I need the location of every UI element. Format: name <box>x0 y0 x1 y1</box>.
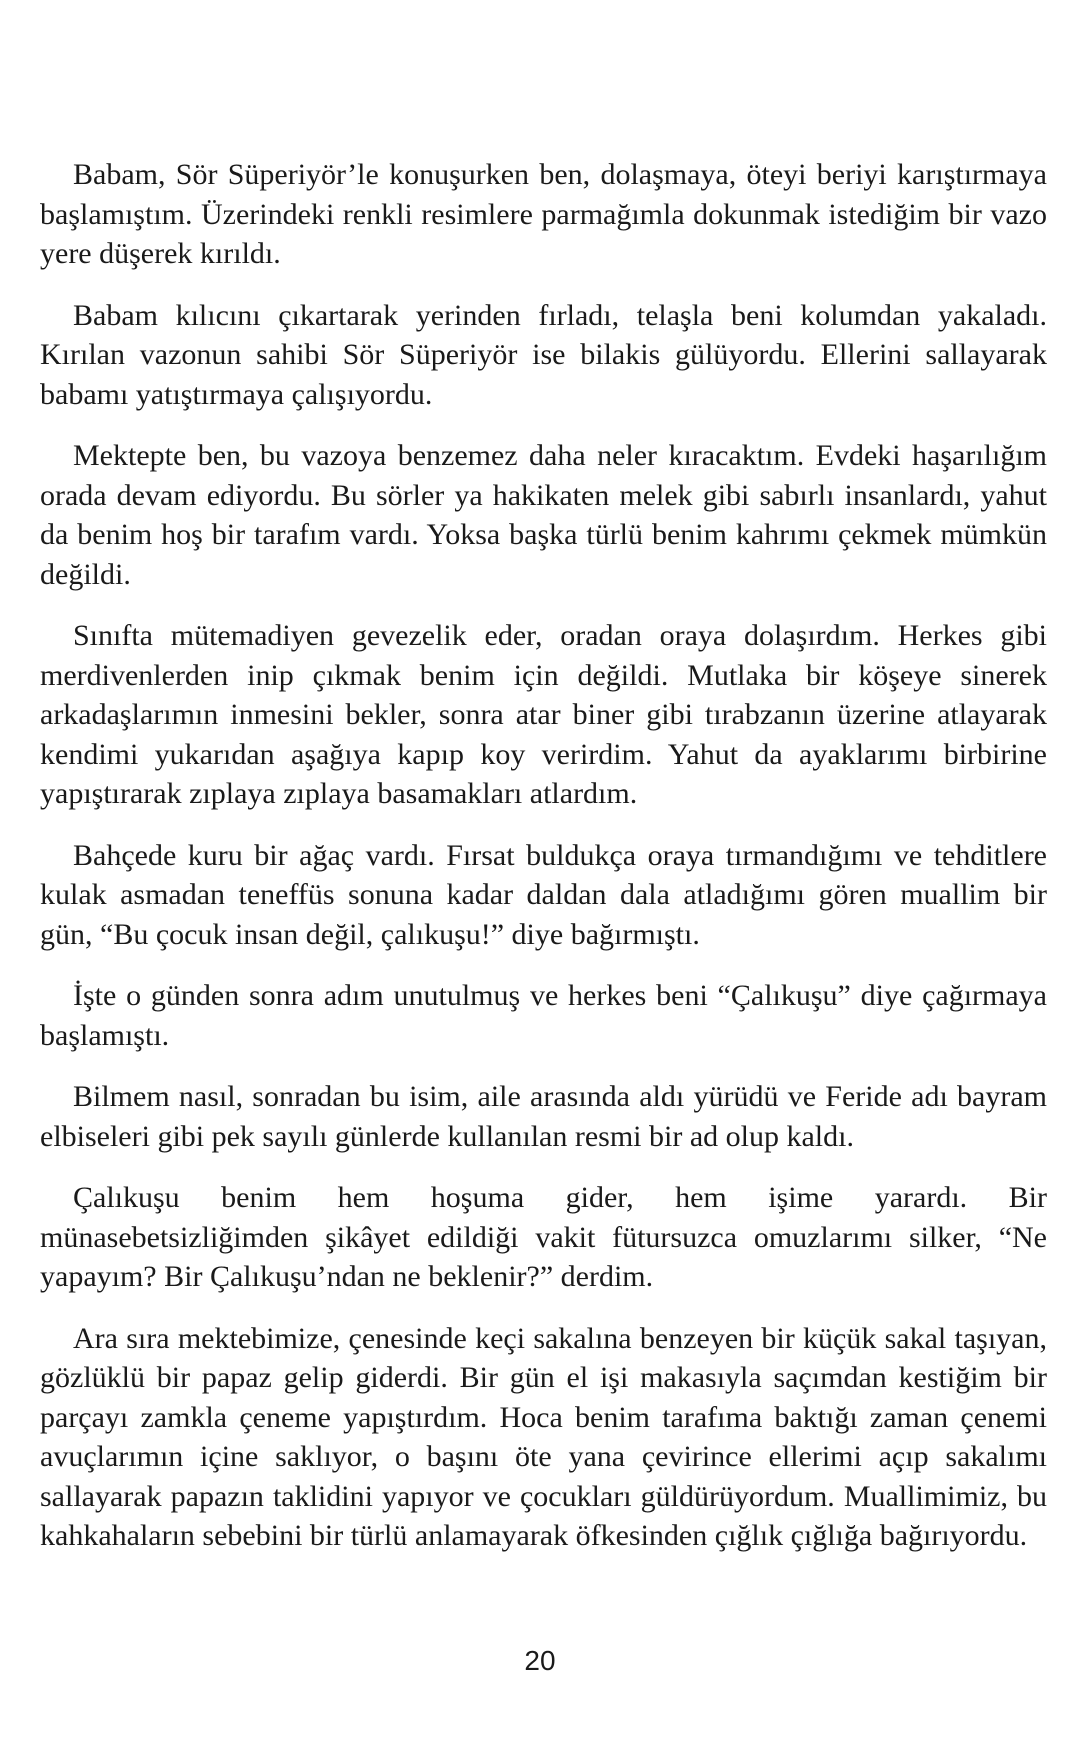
paragraph-2: Babam kılıcını çıkartarak yerinden fırladı, telaşla beni kolumdan yakaladı. Kırılan vazonun sahibi Sör Süperiyör ise bilakis gülüyordu. Ellerini sallayarak babamı yatıştırmaya çalışıyordu. <box>40 298 1047 411</box>
paragraph-1: Babam, Sör Süperiyör’le konuşurken ben, dolaşmaya, öteyi beriyi karıştırmaya başlamıştım. Üzerindeki renkli resimlere parmağımla dokunmak istediğim bir vazo yere düşerek kırıldı. <box>40 158 1047 270</box>
page-number: 20 <box>524 1645 556 1676</box>
paragraph-9: Ara sıra mektebimize, çenesinde keçi sakalına benzeyen bir küçük sakal taşıyan, gözlüklü bir papaz gelip giderdi. Bir gün el işi makasıyla saçımdan kestiğim bir parçayı zamkla çeneme yapıştırdım. Hoca benim tarafıma baktığı zaman çenemi avuçlarımın içine saklıyor, o başını öte yana çevirince ellerimi açıp sakalımı sallayarak papazın taklidini yapıyor ve çocukları güldürüyordum. Muallimimiz, bu kahkahaların sebebini bir türlü anlamayarak öfkesinden çığlık çığlığa bağırıyordu. <box>40 1321 1047 1552</box>
paragraph-5: Bahçede kuru bir ağaç vardı. Fırsat buldukça oraya tırmandığımı ve tehditlere kulak asmadan teneffüs sonuna kadar daldan dala atladığımı gören muallim bir gün, “Bu çocuk insan değil, çalıkuşu!” diye bağırmıştı. <box>40 838 1047 951</box>
paragraph-6: İşte o günden sonra adım unutulmuş ve herkes beni “Çalıkuşu” diye çağırmaya başlamıştı. <box>40 979 1047 1052</box>
page-body <box>40 155 1047 1578</box>
paragraph-8: Çalıkuşu benim hem hoşuma gider, hem işime yarardı. Bir münasebetsizliğimden şikâyet edildiği vakit fütursuzca omuzlarımı silker, “Ne yapayım? Bir Çalıkuşu’ndan ne beklenir?” derdim. <box>40 1181 1047 1293</box>
paragraph-7: Bilmem nasıl, sonradan bu isim, aile arasında aldı yürüdü ve Feride adı bayram elbiseleri gibi pek sayılı günlerde kullanılan resmi bir ad olup kaldı. <box>40 1080 1047 1153</box>
paragraph-3: Mektepte ben, bu vazoya benzemez daha neler kıracaktım. Evdeki haşarılığım orada devam ediyordu. Bu sörler ya hakikaten melek gibi sabırlı insanlardı, yahut da benim hoş bir tarafım vardı. Yoksa başka türlü benim kahrımı çekmek mümkün değildi. <box>40 439 1047 591</box>
paragraph-4: Sınıfta mütemadiyen gevezelik eder, oradan oraya dolaşırdım. Herkes gibi merdivenlerden inip çıkmak benim için değildi. Mutlaka bir köşeye sinerek arkadaşlarımın inmesini bekler, sonra atar biner gibi tırabzanın üzerine atlayarak kendimi yukarıdan aşağıya kapıp koy verirdim. Yahut da ayaklarımı birbirine yapıştırarak zıplaya zıplaya basamakları atlardım. <box>40 619 1047 810</box>
